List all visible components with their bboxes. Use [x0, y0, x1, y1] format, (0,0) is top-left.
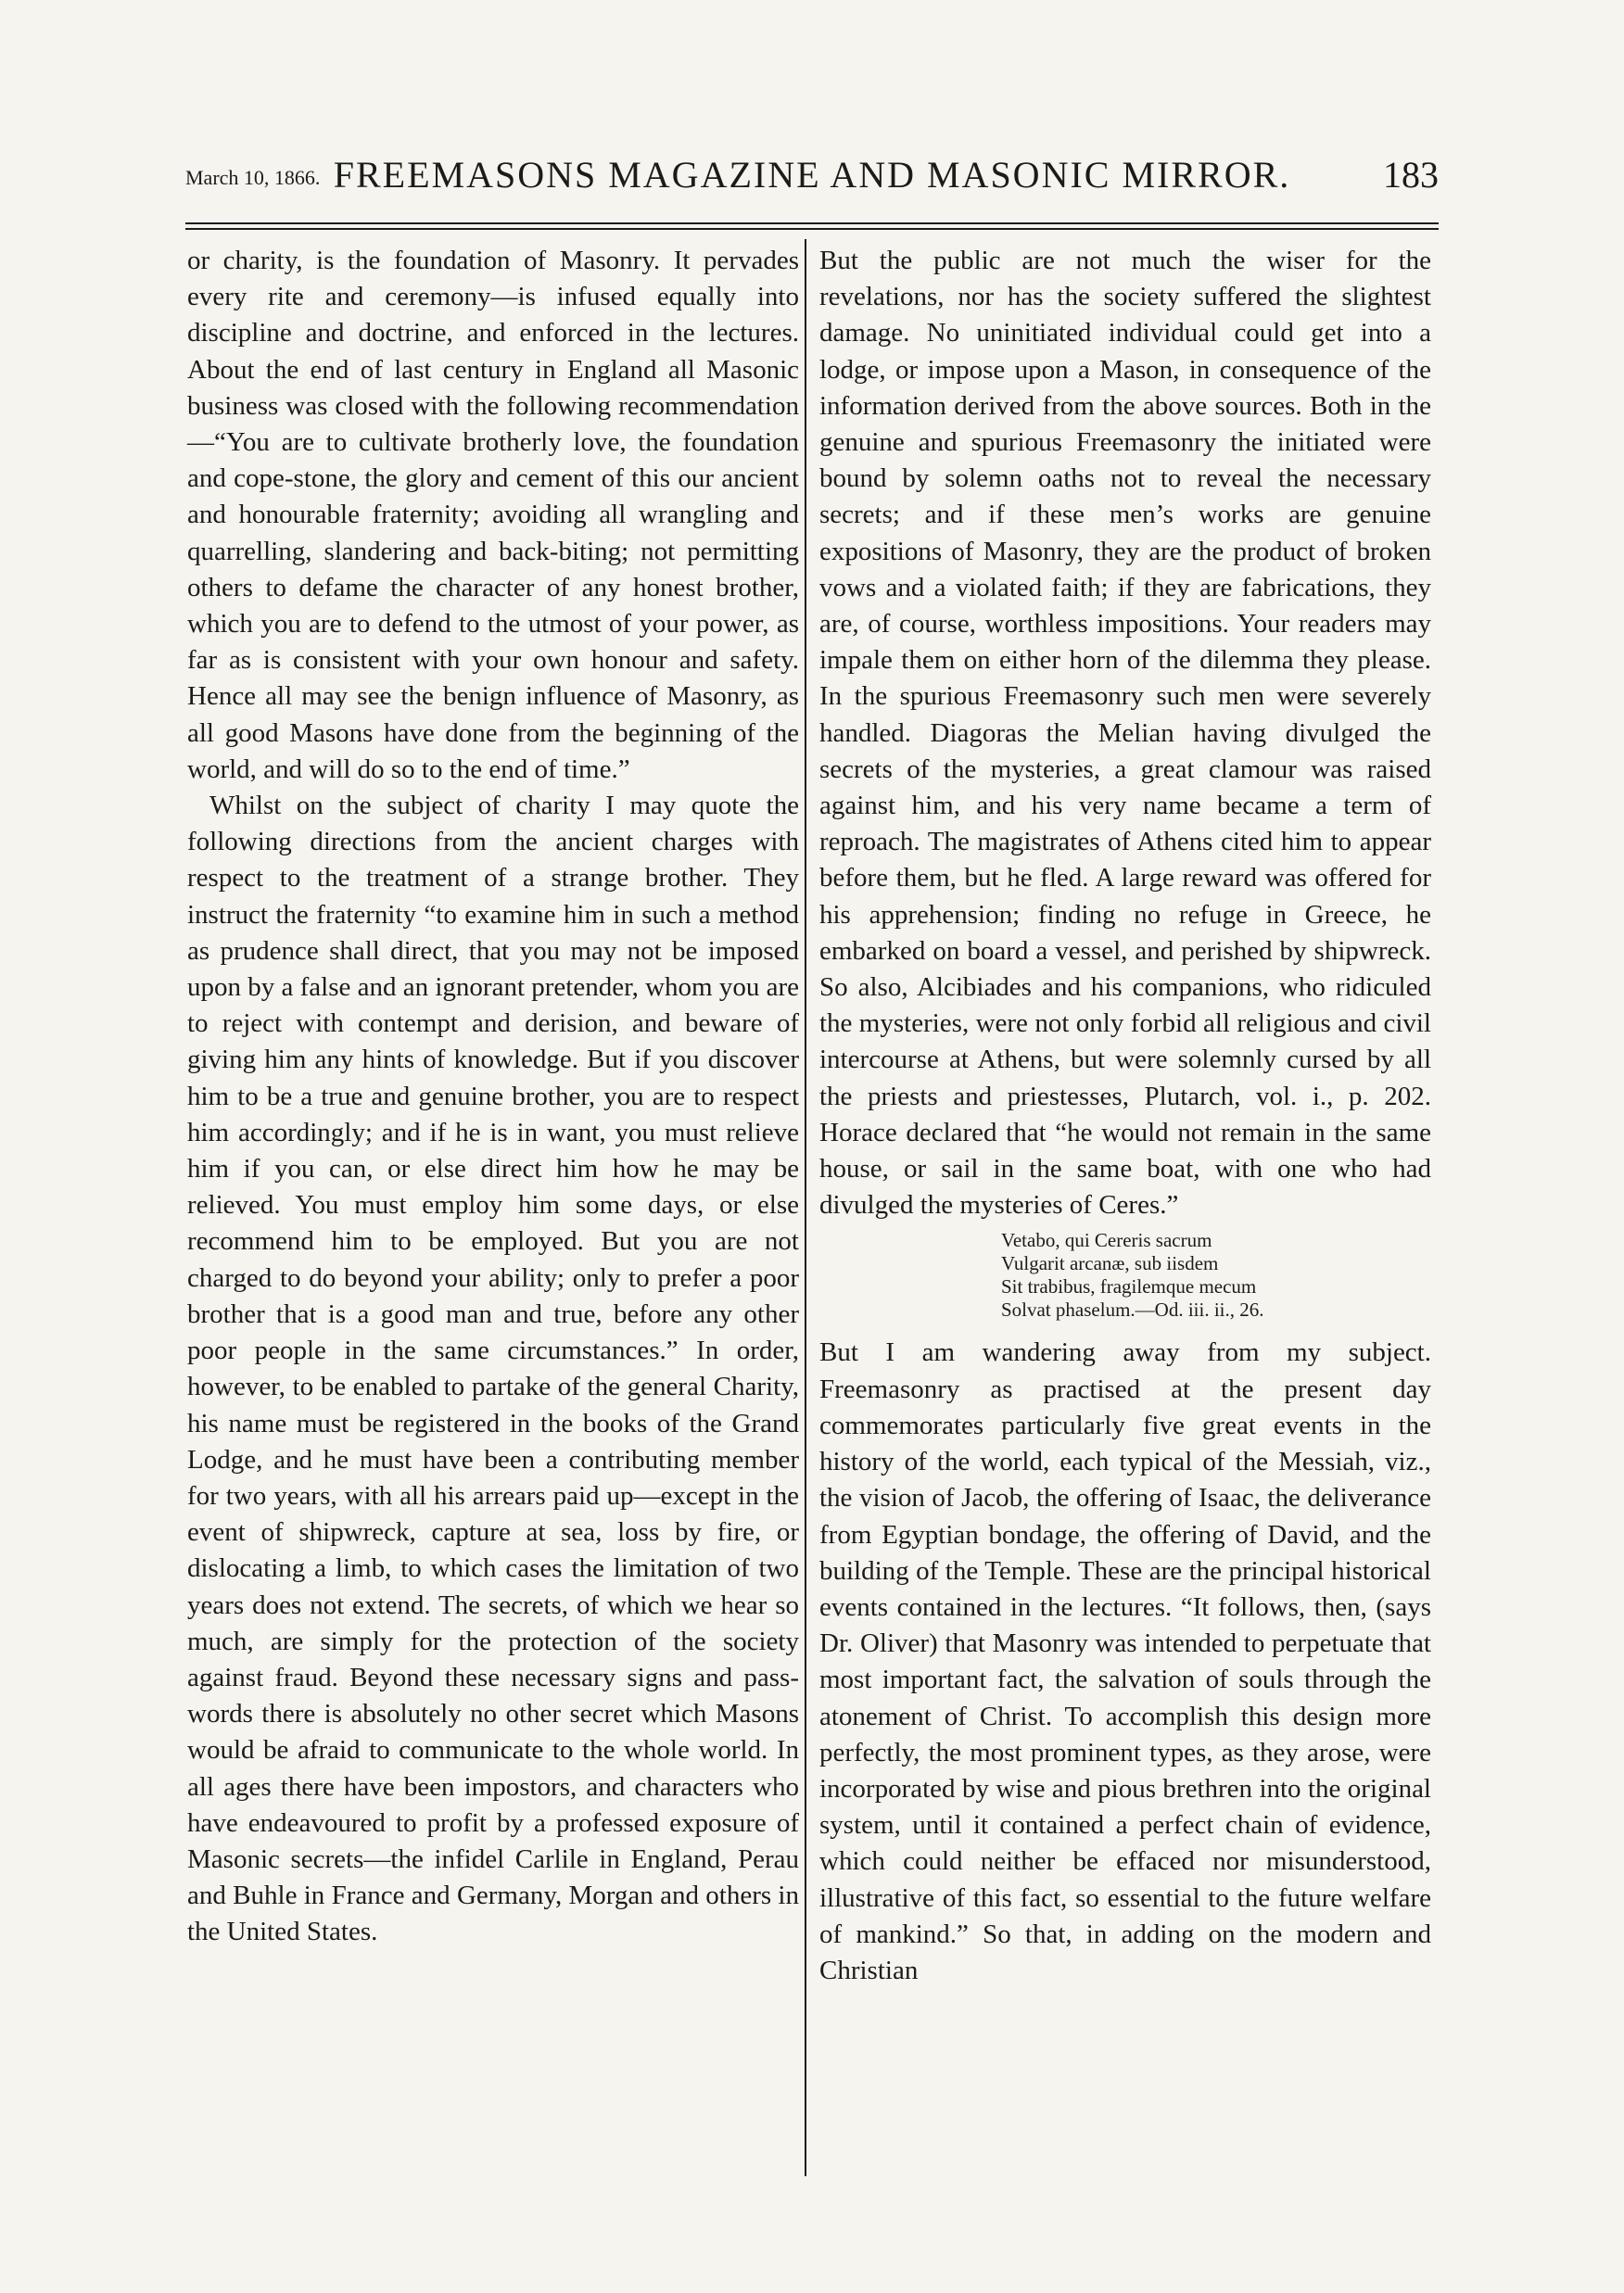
verse-line: Vetabo, qui Cereris sacrum	[1001, 1229, 1212, 1252]
verse-line: Solvat phaselum.—Od. iii. ii., 26.	[1001, 1299, 1264, 1322]
left-column	[187, 243, 799, 1951]
header-rule-top	[185, 222, 1439, 224]
magazine-title: FREEMASONS MAGAZINE AND MASONIC MIRROR.	[333, 154, 1291, 196]
verse-line: Sit trabibus, fragilemque mecum	[1001, 1275, 1257, 1299]
paragraph: But I am wandering away from my subject. Freemasonry as practised at the present day commemorates particularly five great events in the history of the world, each typical of the Messiah, viz., the vision of Jacob, the offering of Isaac, the deliverance from Egyptian bondage, the offering of David, and the building of the Temple. These are the principal historical events contained in the lectures. “It follows, then, (says Dr. Oliver) that Masonry was intended to perpetuate that most important fact, the salvation of souls through the atonement of Christ. To accomplish this design more perfectly, the most prominent types, as they arose, were incorporated by wise and pious brethren into the original system, until it contained a perfect chain of evidence, which could neither be effaced nor misunderstood, illustrative of this fact, so essential to the future welfare of mankind.” So that, in adding on the modern and Christian	[819, 1337, 1431, 1985]
page-number: 183	[1383, 154, 1439, 196]
issue-date: March 10, 1866.	[185, 166, 321, 189]
paragraph: or charity, is the foundation of Masonry. It pervades every rite and ceremony—is infused equally into discipline and doctrine, and enforced in the lectures. About the end of last century in England all Masonic business was closed with the following recommendation—“You are to cultivate brotherly love, the foundation and cope-stone, the glory and cement of this our ancient and honourable fraternity; avoiding all wrangling and quarrelling, slandering and back-biting; not permitting others to defame the character of any honest brother, which you are to defend to the utmost of your power, as far as is consistent with your own honour and safety. Hence all may see the benign influence of Masonry, as all good Masons have done from the beginning of the world, and will do so to the end of time.”	[187, 246, 799, 784]
right-column	[819, 243, 1431, 1989]
paragraph: Whilst on the subject of charity I may quote the following directions from the ancient charges with respect to the treatment of a strange brother. They instruct the fraternity “to examine him in such a method as prudence shall direct, that you may not be imposed upon by a false and an ignorant pretender, whom you are to reject with contempt and derision, and beware of giving him any hints of knowledge. But if you discover him to be a true and genuine brother, you are to respect him accordingly; and if he is in want, you must relieve him if you can, or else direct him how he may be relieved. You must employ him some days, or else recommend him to be employed. But you are not charged to do beyond your ability; only to prefer a poor brother that is a good man and true, before any other poor people in the same circumstances.” In order, however, to be enabled to partake of the general Charity, his name must be registered in the books of the Grand Lodge, and he must have been a contributing member for two years, with all his arrears paid up—except in the event of shipwreck, capture at sea, loss by fire, or dislocating a limb, to which cases the limitation of two years does not extend. The secrets, of which we hear so much, are simply for the protection of the society against fraud. Beyond these necessary signs and pass-words there is absolutely no other secret which Masons would be afraid to communicate to the whole world. In all ages there have been impostors, and characters who have endeavoured to profit by a professed exposure of Masonic secrets—the infidel Carlile in England, Perau and Buhle in France and Germany, Morgan and others in the United States.	[187, 791, 799, 1947]
latin-verse-quote	[1001, 1229, 1431, 1322]
header-rule-bottom	[185, 228, 1439, 230]
paragraph: But the public are not much the wiser for the revelations, nor has the society suffered the slightest damage. No uninitiated individual could get into a lodge, or impose upon a Mason, in consequence of the information derived from the above sources. Both in the genuine and spurious Freemasonry the initiated were bound by solemn oaths not to reveal the necessary secrets; and if these men’s works are genuine expositions of Masonry, they are the product of broken vows and a violated faith; if they are fabrications, they are, of course, worthless impositions. Your readers may impale them on either horn of the dilemma they please. In the spurious Freemasonry such men were severely handled. Diagoras the Melian having divulged the secrets of the mysteries, a great clamour was raised against him, and his very name became a term of reproach. The magistrates of Athens cited him to appear before them, but he fled. A large reward was offered for his apprehension; finding no refuge in Greece, he embarked on board a vessel, and perished by shipwreck. So also, Alcibiades and his companions, who ridiculed the mysteries, were not only forbid all religious and civil intercourse at Athens, but were solemnly cursed by all the priests and priestesses, Plutarch, vol. i., p. 202. Horace declared that “he would not remain in the same house, or sail in the same boat, with one who had divulged the mysteries of Ceres.”	[819, 246, 1431, 1221]
verse-line: Vulgarit arcanæ, sub iisdem	[1001, 1252, 1219, 1275]
column-divider	[805, 239, 806, 2176]
running-header	[185, 153, 1439, 209]
